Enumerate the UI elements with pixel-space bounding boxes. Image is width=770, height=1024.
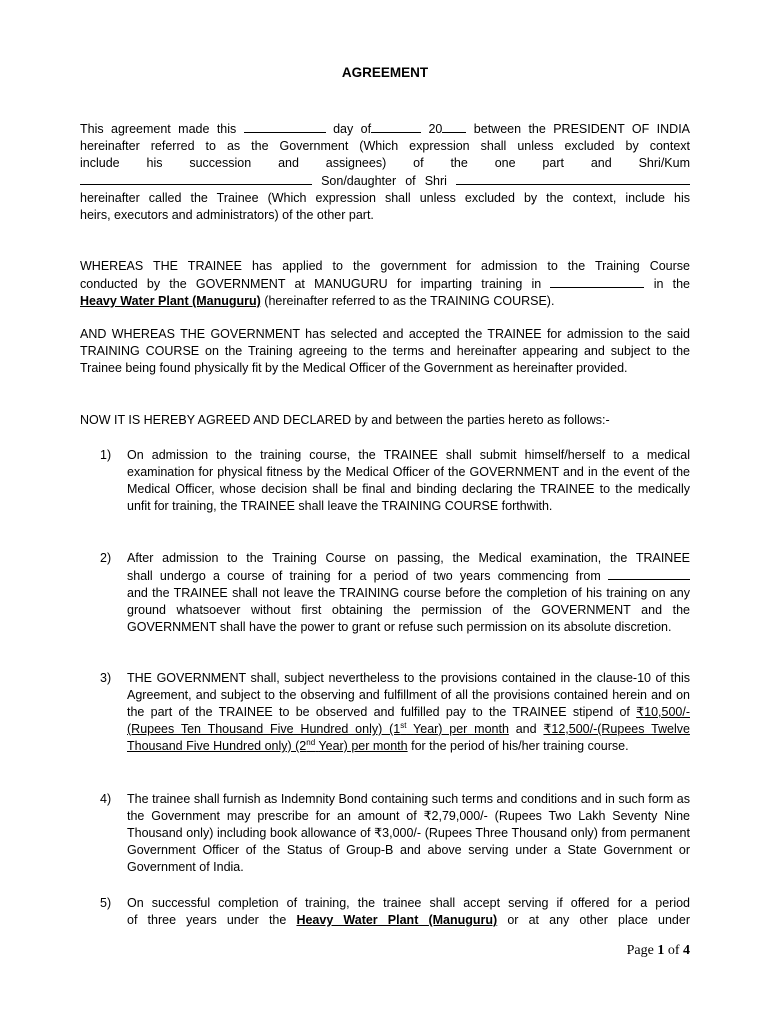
intro-line-4: Son/daughter of Shri [80,172,690,190]
intro-line-2: hereinafter referred to as the Government (Which expression shall unless excluded by context [80,139,690,153]
trade-blank[interactable] [550,275,644,288]
commencement-date-blank[interactable] [608,567,690,580]
intro-paragraph [80,120,690,224]
intro-line-3: include his succession and assignees) of the one part and Shri/Kum [80,156,690,170]
intro-line-1: This agreement made this day of 20 between the PRESIDENT OF INDIA [80,122,691,136]
whereas-1-line-3: Heavy Water Plant (Manuguru) (hereinafter referred to as the TRAINING COURSE). [80,294,555,308]
date-day-blank[interactable] [244,120,326,133]
clause-text: On admission to the training course, the TRAINEE shall submit himself/herself to a medical examination for physical fitness by the Medical Officer of the GOVERNMENT and in the event of the Medical Officer, whose decision shall be final and binding declaring the TRAINEE to the medically unfit for training, the TRAINEE shall leave the TRAINING COURSE forthwith. [127,448,690,513]
whereas-paragraph-2: AND WHEREAS THE GOVERNMENT has selected and accepted the TRAINEE for admission to the said TRAINING COURSE on the Training agreeing to the terms and hereinafter appearing and subject to the Trainee being found physically fit by the Medical Officer of the Government as hereinafter provided. [80,327,690,375]
stipend-second-year: ₹12,500/-(Rupees Twelve Thousand Five Hundred only) (2nd Year) per month [127,722,690,753]
intro-line-5: hereinafter called the Trainee (Which expression shall unless excluded by the context, include his [80,191,690,205]
clause-text: The trainee shall furnish as Indemnity Bond containing such terms and conditions and in such form as the Government may prescribe for an amount of ₹2,79,000/- (Rupees Two Lakh Seventy Nine Thousand only) including book allowance of ₹3,000/- (Rupees Three Thousand only) from permanent Government Officer of the Status of Group-B and above serving under a State Government or Government of India. [127,792,690,874]
clause-number: 1) [100,448,112,462]
clause-number: 2) [100,551,112,565]
year-blank[interactable] [442,120,466,133]
whereas-paragraph-1 [80,258,690,310]
clause-text: After admission to the Training Course on passing, the Medical examination, the TRAINEE shall undergo a course of training for a period of two years commencing from and the TRAINEE shall not leave the TRAINING course before the completion of his training on any ground whatsoever without first obtaining the permission of the GOVERNMENT and the GOVERNMENT shall have the power to grant or refuse such permission on its absolute discretion. [127,551,690,634]
whereas-1-line-2: conducted by the GOVERNMENT at MANUGURU for imparting training in in the [80,277,690,291]
whereas-1-line-1: WHEREAS THE TRAINEE has applied to the government for admission to the Training Course [80,259,690,273]
plant-name: Heavy Water Plant (Manuguru) [80,294,261,308]
intro-line-6: heirs, executors and administrators) of the other part. [80,208,374,222]
stipend-first-year: ₹10,500/-(Rupees Ten Thousand Five Hundred only) (1st Year) per month [127,705,690,736]
month-blank[interactable] [371,120,421,133]
agreement-title: AGREEMENT [341,65,429,80]
trainee-name-blank[interactable] [80,172,312,185]
clause-text: On successful completion of training, the trainee shall accept serving if offered for a period of three years under the Heavy Water Plant (Manuguru) or at any other place under [127,896,690,927]
father-name-blank[interactable] [456,172,690,185]
clause-number: 4) [100,792,112,806]
page-number: Page 1 of 4 [626,943,690,958]
agreed-declared-line: NOW IT IS HEREBY AGREED AND DECLARED by and between the parties hereto as follows:- [80,413,610,427]
clause-number: 5) [100,896,112,910]
plant-name: Heavy Water Plant (Manuguru) [296,913,498,927]
clause-text: THE GOVERNMENT shall, subject nevertheless to the provisions contained in the clause-10 of this Agreement, and subject to the observing and fulfillment of all the provisions contained herein and on the part of the TRAINEE to be observed and fulfilled pay to the TRAINEE stipend of ₹10,500/-(Rupees Ten Thousand Five Hundred only) (1st Year) per month and ₹12,500/-(Rupees Twelve Thousand Five Hundred only) (2nd Year) per month for the period of his/her training course. [127,671,690,753]
clause-number: 3) [100,671,112,685]
